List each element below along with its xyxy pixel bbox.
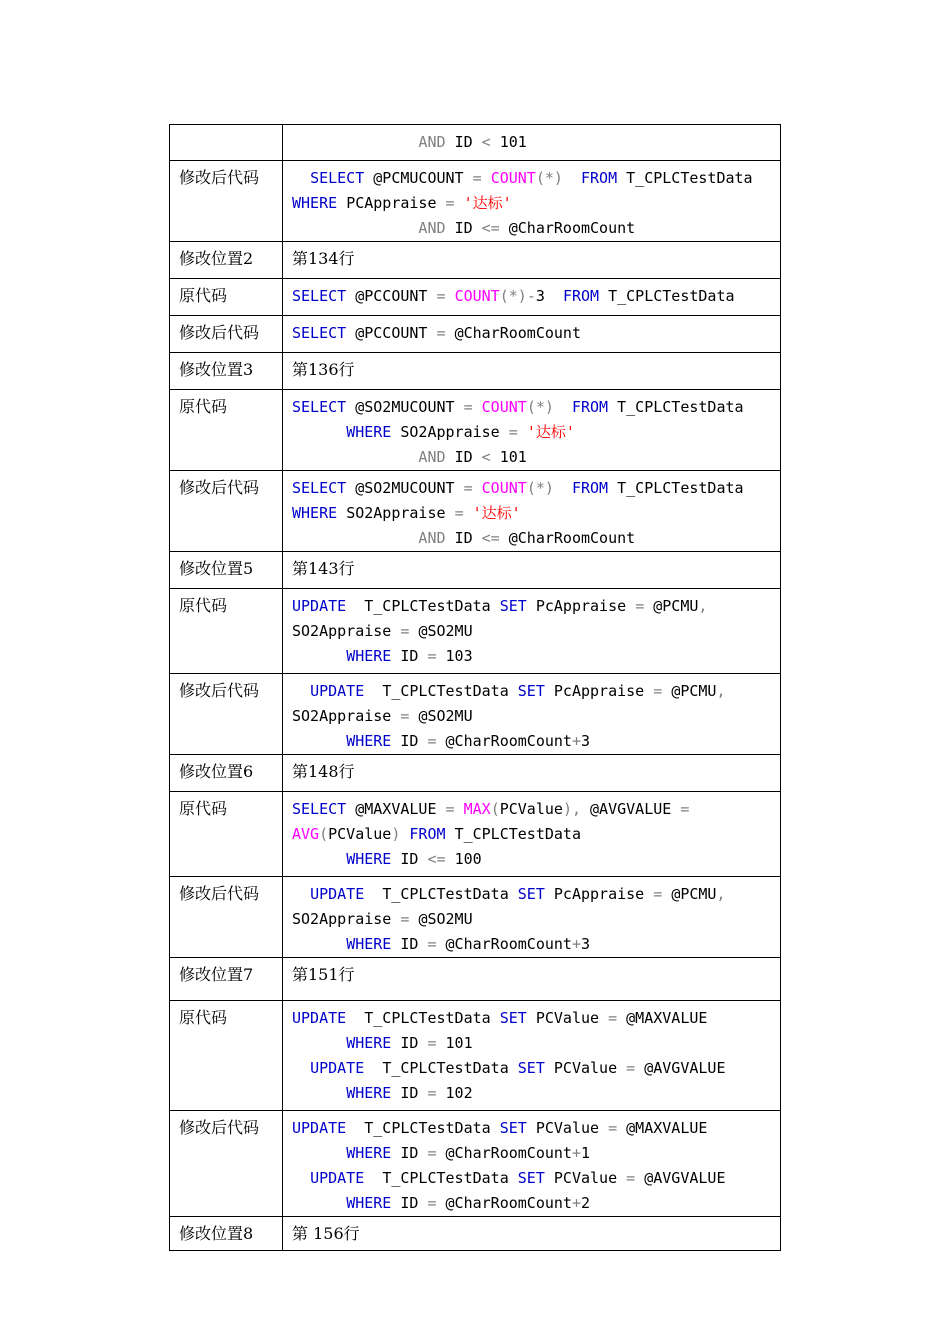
code-token: T_CPLCTestData bbox=[382, 1169, 518, 1187]
code-token: @CharRoomCount bbox=[508, 219, 636, 237]
row-label: 修改位置6 bbox=[170, 755, 283, 792]
code-token: 101 bbox=[445, 1034, 473, 1052]
code-token bbox=[292, 732, 346, 750]
code-token: T_CPLCTestData bbox=[608, 287, 735, 305]
code-line bbox=[292, 704, 780, 729]
code-token: T_CPLCTestData bbox=[364, 1009, 500, 1027]
code-line bbox=[292, 1056, 780, 1081]
code-block bbox=[283, 589, 781, 674]
code-token: SELECT bbox=[292, 398, 356, 416]
code-token: @PCMU bbox=[671, 682, 717, 700]
code-token: 101 bbox=[499, 448, 527, 466]
code-token: = bbox=[626, 1169, 645, 1187]
table-row bbox=[170, 279, 781, 316]
code-token: ID bbox=[400, 732, 428, 750]
code-token: 103 bbox=[445, 647, 473, 665]
row-label: 修改位置2 bbox=[170, 242, 283, 279]
code-line bbox=[292, 1081, 780, 1106]
row-label: 修改后代码 bbox=[170, 1111, 283, 1217]
code-token: = bbox=[427, 732, 446, 750]
code-token: ) bbox=[391, 825, 410, 843]
code-token: PCValue bbox=[553, 1059, 627, 1077]
table-row bbox=[170, 1001, 781, 1111]
modification-table bbox=[169, 124, 781, 1251]
code-token: MAX bbox=[463, 800, 491, 818]
code-token bbox=[292, 1084, 346, 1102]
row-label: 修改后代码 bbox=[170, 161, 283, 242]
code-token bbox=[292, 1059, 310, 1077]
code-token: = bbox=[653, 682, 672, 700]
code-token: = bbox=[635, 597, 654, 615]
code-line bbox=[292, 284, 780, 309]
code-token bbox=[292, 647, 346, 665]
code-token: 3 bbox=[535, 287, 563, 305]
code-token: = bbox=[653, 885, 672, 903]
code-token: @MAXVALUE bbox=[626, 1119, 708, 1137]
code-token: , bbox=[716, 682, 726, 700]
code-token: WHERE bbox=[346, 1144, 401, 1162]
code-token bbox=[292, 423, 346, 441]
code-line bbox=[292, 594, 780, 619]
code-token: - bbox=[526, 287, 536, 305]
code-token: , bbox=[698, 597, 708, 615]
code-block bbox=[283, 1001, 781, 1111]
code-token: ID bbox=[400, 1034, 428, 1052]
code-token: PCValue bbox=[535, 1119, 609, 1137]
code-block bbox=[283, 877, 781, 958]
code-line bbox=[292, 420, 780, 445]
code-line bbox=[292, 619, 780, 644]
table-row bbox=[170, 877, 781, 958]
table-row bbox=[170, 755, 781, 792]
code-token: WHERE bbox=[346, 423, 401, 441]
code-token: T_CPLCTestData bbox=[364, 597, 500, 615]
code-token: COUNT bbox=[481, 479, 527, 497]
code-token bbox=[292, 1169, 310, 1187]
row-label: 修改后代码 bbox=[170, 316, 283, 353]
code-line bbox=[292, 191, 780, 216]
code-line bbox=[292, 797, 780, 822]
code-block bbox=[283, 471, 781, 552]
code-token: COUNT bbox=[481, 398, 527, 416]
code-block bbox=[283, 316, 781, 353]
code-block bbox=[283, 279, 781, 316]
code-token: ( bbox=[490, 800, 500, 818]
code-token: SET bbox=[499, 597, 536, 615]
code-token: AND bbox=[292, 219, 455, 237]
code-token: @PCCOUNT bbox=[355, 287, 437, 305]
code-token: @AVGVALUE bbox=[590, 800, 681, 818]
code-line bbox=[292, 321, 780, 346]
code-token: ( bbox=[319, 825, 329, 843]
code-token: WHERE bbox=[292, 504, 347, 522]
code-token: AVG bbox=[292, 825, 320, 843]
code-block bbox=[283, 1111, 781, 1217]
code-token: + bbox=[571, 1144, 581, 1162]
code-token: SELECT bbox=[292, 287, 356, 305]
code-block bbox=[283, 161, 781, 242]
code-token bbox=[292, 1194, 346, 1212]
code-token: @SO2MUCOUNT bbox=[355, 398, 464, 416]
code-token: T_CPLCTestData bbox=[382, 885, 518, 903]
code-token: ID bbox=[454, 133, 482, 151]
code-token: SO2Appraise bbox=[292, 622, 401, 640]
code-token: @CharRoomCount bbox=[445, 935, 572, 953]
table-row bbox=[170, 589, 781, 674]
code-token bbox=[292, 935, 346, 953]
table-row bbox=[170, 958, 781, 1001]
row-label: 修改位置7 bbox=[170, 958, 283, 1001]
code-token: T_CPLCTestData bbox=[626, 169, 753, 187]
code-token: FROM bbox=[562, 287, 609, 305]
code-token: + bbox=[571, 732, 581, 750]
code-token: = bbox=[427, 935, 446, 953]
line-reference: 第134行 bbox=[283, 242, 781, 279]
code-token: WHERE bbox=[346, 732, 401, 750]
table-row bbox=[170, 353, 781, 390]
table-row bbox=[170, 161, 781, 242]
table-row bbox=[170, 1111, 781, 1217]
code-token: @PCMUCOUNT bbox=[373, 169, 473, 187]
code-token: = bbox=[400, 622, 419, 640]
code-token: + bbox=[571, 1194, 581, 1212]
code-token: SELECT bbox=[310, 169, 374, 187]
code-token: @SO2MU bbox=[418, 622, 473, 640]
code-token: FROM bbox=[581, 169, 627, 187]
code-token: = bbox=[463, 398, 482, 416]
code-token bbox=[292, 169, 310, 187]
code-token: 101 bbox=[499, 133, 527, 151]
code-token bbox=[292, 850, 346, 868]
code-token: WHERE bbox=[346, 850, 401, 868]
code-block bbox=[283, 125, 781, 161]
code-line bbox=[292, 1191, 780, 1216]
code-token: ID bbox=[400, 1194, 428, 1212]
table-body bbox=[170, 125, 781, 1251]
code-token: , bbox=[716, 885, 726, 903]
code-token: = bbox=[427, 1084, 446, 1102]
code-line bbox=[292, 526, 780, 551]
code-token: @CharRoomCount bbox=[454, 324, 581, 342]
code-token: FROM bbox=[571, 398, 618, 416]
code-token: PcAppraise bbox=[535, 597, 636, 615]
code-line bbox=[292, 130, 780, 155]
code-token: @PCMU bbox=[671, 885, 717, 903]
code-token: UPDATE bbox=[292, 1119, 365, 1137]
line-reference: 第148行 bbox=[283, 755, 781, 792]
code-token: (*) bbox=[499, 287, 527, 305]
code-token bbox=[292, 682, 310, 700]
code-token: T_CPLCTestData bbox=[382, 682, 518, 700]
code-token: @PCCOUNT bbox=[355, 324, 437, 342]
code-token: @AVGVALUE bbox=[644, 1059, 726, 1077]
code-line bbox=[292, 644, 780, 669]
code-token: SELECT bbox=[292, 324, 356, 342]
code-token: (*) bbox=[526, 479, 572, 497]
code-token: UPDATE bbox=[310, 1169, 383, 1187]
code-token: PcAppraise bbox=[553, 885, 654, 903]
code-token: @SO2MUCOUNT bbox=[355, 479, 464, 497]
code-token: = bbox=[436, 324, 455, 342]
line-reference: 第151行 bbox=[283, 958, 781, 1001]
code-token: = bbox=[680, 800, 690, 818]
code-line bbox=[292, 1166, 780, 1191]
code-token: '达标' bbox=[472, 504, 521, 522]
code-token: AND bbox=[292, 529, 455, 547]
table-row bbox=[170, 674, 781, 755]
code-token: '达标' bbox=[526, 423, 575, 441]
code-line bbox=[292, 822, 780, 847]
code-token: ID bbox=[454, 529, 482, 547]
code-token: WHERE bbox=[346, 1034, 401, 1052]
code-token: SO2Appraise bbox=[346, 504, 455, 522]
code-token: SET bbox=[517, 682, 554, 700]
row-label: 修改位置5 bbox=[170, 552, 283, 589]
code-line bbox=[292, 907, 780, 932]
code-token: ID bbox=[400, 1144, 428, 1162]
code-token: T_CPLCTestData bbox=[364, 1119, 500, 1137]
code-token: = bbox=[427, 1144, 446, 1162]
code-token: @CharRoomCount bbox=[445, 1144, 572, 1162]
code-token: @CharRoomCount bbox=[445, 732, 572, 750]
code-token: UPDATE bbox=[292, 597, 365, 615]
code-line bbox=[292, 216, 780, 241]
code-token: T_CPLCTestData bbox=[617, 479, 744, 497]
code-token: SELECT bbox=[292, 479, 356, 497]
code-token: SET bbox=[499, 1119, 536, 1137]
row-label bbox=[170, 125, 283, 161]
code-line bbox=[292, 847, 780, 872]
row-label: 修改后代码 bbox=[170, 674, 283, 755]
code-token: < bbox=[481, 448, 500, 466]
table-row bbox=[170, 242, 781, 279]
code-token: UPDATE bbox=[310, 885, 383, 903]
row-label: 修改后代码 bbox=[170, 877, 283, 958]
table-row bbox=[170, 125, 781, 161]
code-token: = bbox=[463, 479, 482, 497]
code-line bbox=[292, 679, 780, 704]
code-token: T_CPLCTestData bbox=[382, 1059, 518, 1077]
code-token: @PCMU bbox=[653, 597, 699, 615]
code-block bbox=[283, 674, 781, 755]
table-row bbox=[170, 390, 781, 471]
code-token bbox=[292, 885, 310, 903]
code-token: ID bbox=[400, 850, 428, 868]
code-token: COUNT bbox=[454, 287, 500, 305]
code-token: SET bbox=[499, 1009, 536, 1027]
code-token: @SO2MU bbox=[418, 707, 473, 725]
table-row bbox=[170, 792, 781, 877]
code-token: @MAXVALUE bbox=[626, 1009, 708, 1027]
code-token: SO2Appraise bbox=[400, 423, 509, 441]
code-token: PCValue bbox=[535, 1009, 609, 1027]
code-token: = bbox=[400, 707, 419, 725]
row-label: 原代码 bbox=[170, 279, 283, 316]
code-token: = bbox=[608, 1119, 627, 1137]
code-line bbox=[292, 395, 780, 420]
code-token: @CharRoomCount bbox=[445, 1194, 572, 1212]
code-line bbox=[292, 932, 780, 957]
code-token: SO2Appraise bbox=[292, 707, 401, 725]
code-token: AND bbox=[292, 448, 455, 466]
code-token: = bbox=[445, 194, 464, 212]
code-token: AND bbox=[292, 133, 455, 151]
code-token: @SO2MU bbox=[418, 910, 473, 928]
code-line bbox=[292, 1116, 780, 1141]
code-token: ), bbox=[562, 800, 591, 818]
row-label: 修改位置8 bbox=[170, 1217, 283, 1251]
code-token: WHERE bbox=[292, 194, 347, 212]
code-token: 102 bbox=[445, 1084, 473, 1102]
code-token: PCValue bbox=[499, 800, 563, 818]
code-token: WHERE bbox=[346, 935, 401, 953]
code-token: SET bbox=[517, 1059, 554, 1077]
row-label: 原代码 bbox=[170, 792, 283, 877]
code-token: @MAXVALUE bbox=[355, 800, 446, 818]
code-line bbox=[292, 1006, 780, 1031]
code-line bbox=[292, 729, 780, 754]
code-token: 2 bbox=[581, 1194, 591, 1212]
code-token bbox=[292, 1144, 346, 1162]
code-token: UPDATE bbox=[310, 682, 383, 700]
code-token: FROM bbox=[409, 825, 455, 843]
code-token: = bbox=[608, 1009, 627, 1027]
code-token: + bbox=[571, 935, 581, 953]
code-token: = bbox=[472, 169, 491, 187]
code-token: WHERE bbox=[346, 647, 401, 665]
code-token: ID bbox=[400, 647, 428, 665]
code-token: 1 bbox=[581, 1144, 591, 1162]
code-line bbox=[292, 476, 780, 501]
code-token: FROM bbox=[571, 479, 618, 497]
code-token: (*) bbox=[526, 398, 572, 416]
code-token: UPDATE bbox=[310, 1059, 383, 1077]
code-line bbox=[292, 501, 780, 526]
row-label: 原代码 bbox=[170, 589, 283, 674]
code-token: PCValue bbox=[553, 1169, 627, 1187]
code-token: (*) bbox=[535, 169, 581, 187]
modification-table-container bbox=[169, 124, 781, 1251]
code-token: 3 bbox=[581, 732, 591, 750]
code-token: <= bbox=[481, 529, 509, 547]
line-reference: 第136行 bbox=[283, 353, 781, 390]
code-line bbox=[292, 445, 780, 470]
code-token: SO2Appraise bbox=[292, 910, 401, 928]
code-token: PcAppraise bbox=[553, 682, 654, 700]
code-token: <= bbox=[481, 219, 509, 237]
code-token: = bbox=[508, 423, 527, 441]
code-token: 100 bbox=[454, 850, 482, 868]
code-token: = bbox=[427, 1194, 446, 1212]
code-token: < bbox=[481, 133, 500, 151]
code-token: = bbox=[445, 800, 464, 818]
code-block bbox=[283, 792, 781, 877]
table-row bbox=[170, 552, 781, 589]
line-reference: 第 156行 bbox=[283, 1217, 781, 1251]
row-label: 原代码 bbox=[170, 1001, 283, 1111]
row-label: 修改位置3 bbox=[170, 353, 283, 390]
code-token: = bbox=[400, 910, 419, 928]
code-token: SET bbox=[517, 885, 554, 903]
code-token: @AVGVALUE bbox=[644, 1169, 726, 1187]
code-token: 3 bbox=[581, 935, 591, 953]
line-reference: 第143行 bbox=[283, 552, 781, 589]
table-row bbox=[170, 1217, 781, 1251]
code-token: WHERE bbox=[346, 1084, 401, 1102]
code-token: SELECT bbox=[292, 800, 356, 818]
code-token: = bbox=[626, 1059, 645, 1077]
code-token: = bbox=[436, 287, 455, 305]
code-token: UPDATE bbox=[292, 1009, 365, 1027]
code-line bbox=[292, 1141, 780, 1166]
code-line bbox=[292, 1031, 780, 1056]
code-token: = bbox=[454, 504, 473, 522]
code-token: @CharRoomCount bbox=[508, 529, 636, 547]
row-label: 修改后代码 bbox=[170, 471, 283, 552]
code-token: WHERE bbox=[346, 1194, 401, 1212]
code-token: ID bbox=[454, 448, 482, 466]
code-token: ID bbox=[454, 219, 482, 237]
code-token: SET bbox=[517, 1169, 554, 1187]
code-token: PCValue bbox=[328, 825, 392, 843]
table-row bbox=[170, 471, 781, 552]
code-token bbox=[292, 1034, 346, 1052]
code-block bbox=[283, 390, 781, 471]
table-row bbox=[170, 316, 781, 353]
code-token: COUNT bbox=[490, 169, 536, 187]
code-token: ID bbox=[400, 935, 428, 953]
row-label: 原代码 bbox=[170, 390, 283, 471]
code-line bbox=[292, 166, 780, 191]
code-token: <= bbox=[427, 850, 455, 868]
code-token: '达标' bbox=[463, 194, 512, 212]
code-token: PCAppraise bbox=[346, 194, 446, 212]
code-line bbox=[292, 882, 780, 907]
code-token: T_CPLCTestData bbox=[454, 825, 581, 843]
code-token: = bbox=[427, 647, 446, 665]
code-token: ID bbox=[400, 1084, 428, 1102]
code-token: = bbox=[427, 1034, 446, 1052]
code-token: T_CPLCTestData bbox=[617, 398, 744, 416]
